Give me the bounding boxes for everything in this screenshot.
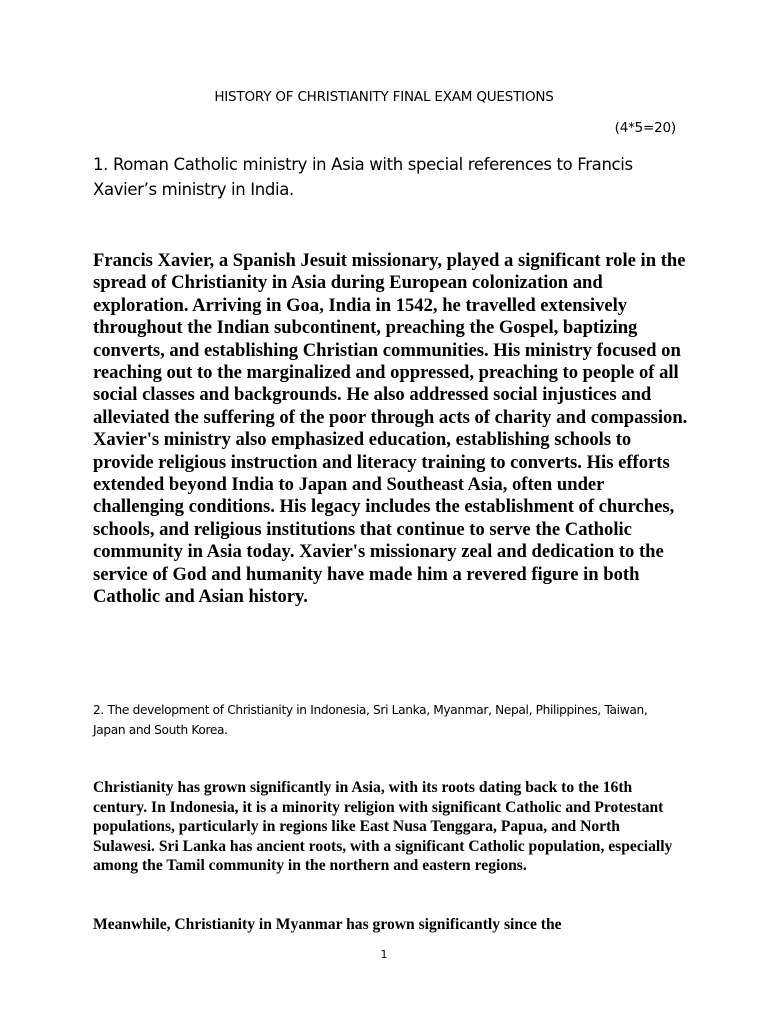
- page-number: 1: [380, 948, 388, 961]
- answer-2-paragraph-1: Christianity has grown significantly in Asia, with its roots dating back to the 16th century. In Indonesia, it is a minority religion with significant Catholic and Protestant populations, particularly in regions like East Nusa Tenggara, Papua, and North Sulawesi. Sri Lanka has ancient roots, with a significant Catholic population, especially among the Tamil community in the northern and eastern regions.: [93, 779, 673, 875]
- answer-2-paragraph-2: Meanwhile, Christianity in Myanmar has grown significantly since the: [93, 916, 562, 933]
- answer-1-paragraph: Francis Xavier, a Spanish Jesuit missionary, played a significant role in the spread of Christianity in Asia during European colonization and exploration. Arriving in Goa, India in 1542, he travelled extensively throughout the Indian subcontinent, preaching the Gospel, baptizing converts, and establishing Christian communities. His ministry focused on reaching out to the marginalized and oppressed, preaching to people of all social classes and backgrounds. He also addressed social injustices and alleviated the suffering of the poor through acts of charity and compassion. Xavier's ministry also emphasized education, establishing schools to provide religious instruction and literacy training to converts. His efforts extended beyond India to Japan and Southeast Asia, often under challenging conditions. His legacy includes the establishment of churches, schools, and religious institutions that continue to serve the Catholic community in Asia today. Xavier's missionary zeal and dedication to the service of God and humanity have made him a revered figure in both Catholic and Asian history.: [93, 250, 688, 608]
- question-1-heading: 1. Roman Catholic ministry in Asia with special references to Francis Xavier’s ministry in India.: [93, 155, 633, 199]
- document-title: HISTORY OF CHRISTIANITY FINAL EXAM QUESTIONS: [214, 89, 554, 105]
- marks-allocation: (4*5=20): [614, 120, 676, 136]
- question-2-heading: 2. The development of Christianity in Indonesia, Sri Lanka, Myanmar, Nepal, Philippines, Taiwan, Japan and South Korea.: [93, 703, 648, 737]
